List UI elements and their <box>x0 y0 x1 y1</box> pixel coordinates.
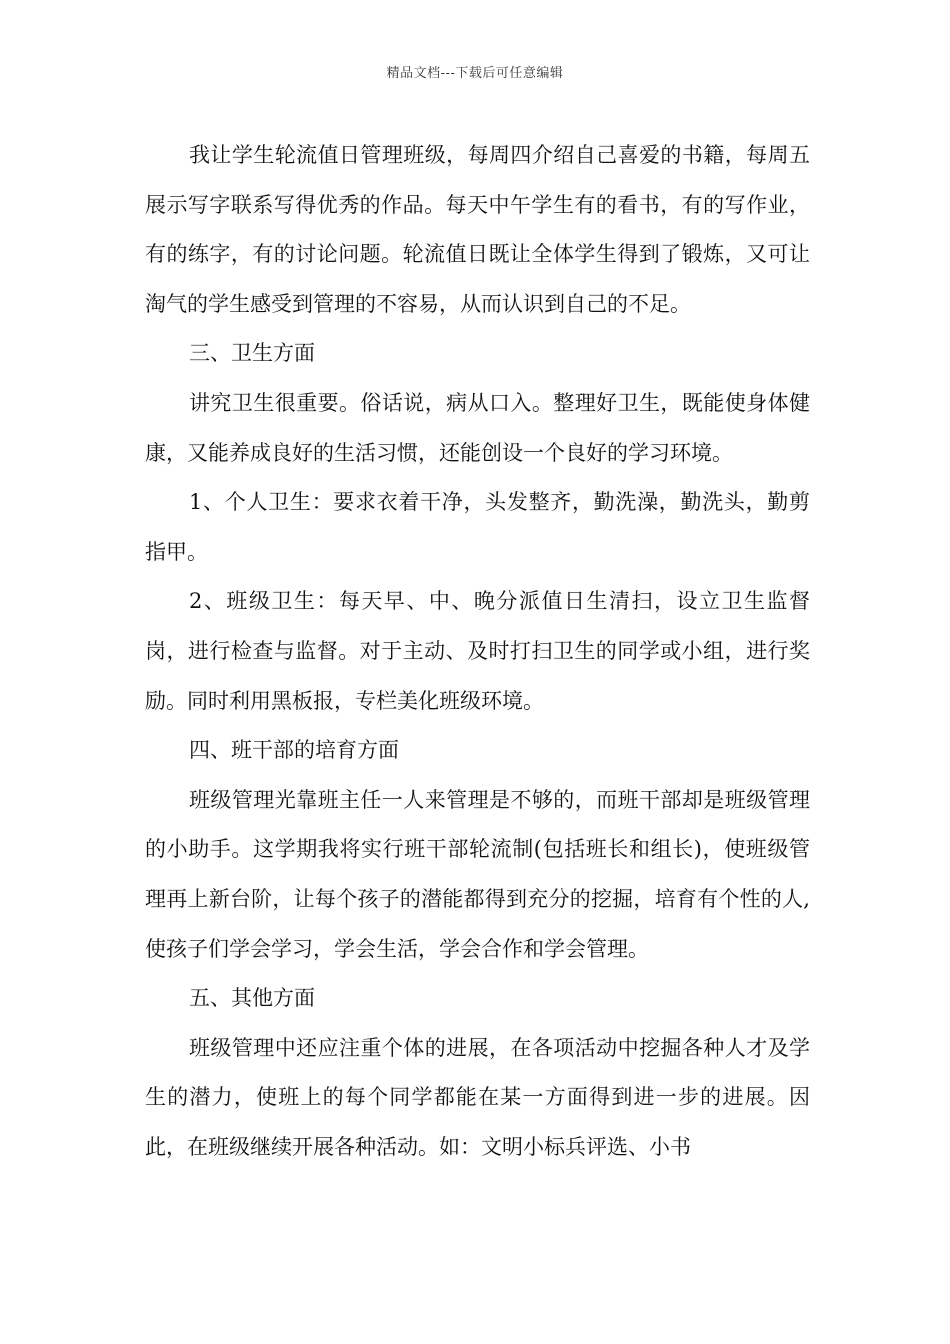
page-header: 精品文档---下载后可任意编辑 <box>386 66 564 81</box>
paragraph-class-cadres: 班级管理光靠班主任一人来管理是不够的，而班干部却是班级管理的小助手。这学期我将实行班干部轮流制(包括班长和组长)，使班级管理再上新台阶，让每个孩子的潜能都得到充分的挖掘，培育有个性的人,使孩子们学会学习，学会生活，学会合作和学会管理。 <box>145 787 810 961</box>
section-heading-class-cadres: 四、班干部的培育方面 <box>189 738 399 763</box>
list-item-personal-hygiene: 1、个人卫生：要求衣着干净，头发整齐，勤洗澡，勤洗头，勤剪指甲。 <box>145 490 810 564</box>
paragraph-hygiene-intro: 讲究卫生很重要。俗话说，病从口入。整理好卫生，既能使身体健康，又能养成良好的生活习惯，还能创设一个良好的学习环境。 <box>145 390 810 465</box>
section-heading-hygiene: 三、卫生方面 <box>189 341 315 366</box>
section-heading-other: 五、其他方面 <box>189 986 315 1011</box>
paragraph-other: 班级管理中还应注重个体的进展，在各项活动中挖掘各种人才及学生的潜力，使班上的每个同学都能在某一方面得到进一步的进展。因此，在班级继续开展各种活动。如：文明小标兵评选、小书 <box>145 1035 810 1159</box>
list-item-class-hygiene: 2、班级卫生：每天早、中、晚分派值日生清扫，设立卫生监督岗，进行检查与监督。对于主动、及时打扫卫生的同学或小组，进行奖励。同时利用黑板报，专栏美化班级环境。 <box>145 589 810 713</box>
paragraph-duty-rotation: 我让学生轮流值日管理班级，每周四介绍自己喜爱的书籍，每周五展示写字联系写得优秀的作品。每天中午学生有的看书，有的写作业，有的练字，有的讨论问题。轮流值日既让全体学生得到了锻炼，又可让淘气的学生感受到管理的不容易，从而认识到自己的不足。 <box>145 143 810 316</box>
document-body <box>145 131 810 1172</box>
